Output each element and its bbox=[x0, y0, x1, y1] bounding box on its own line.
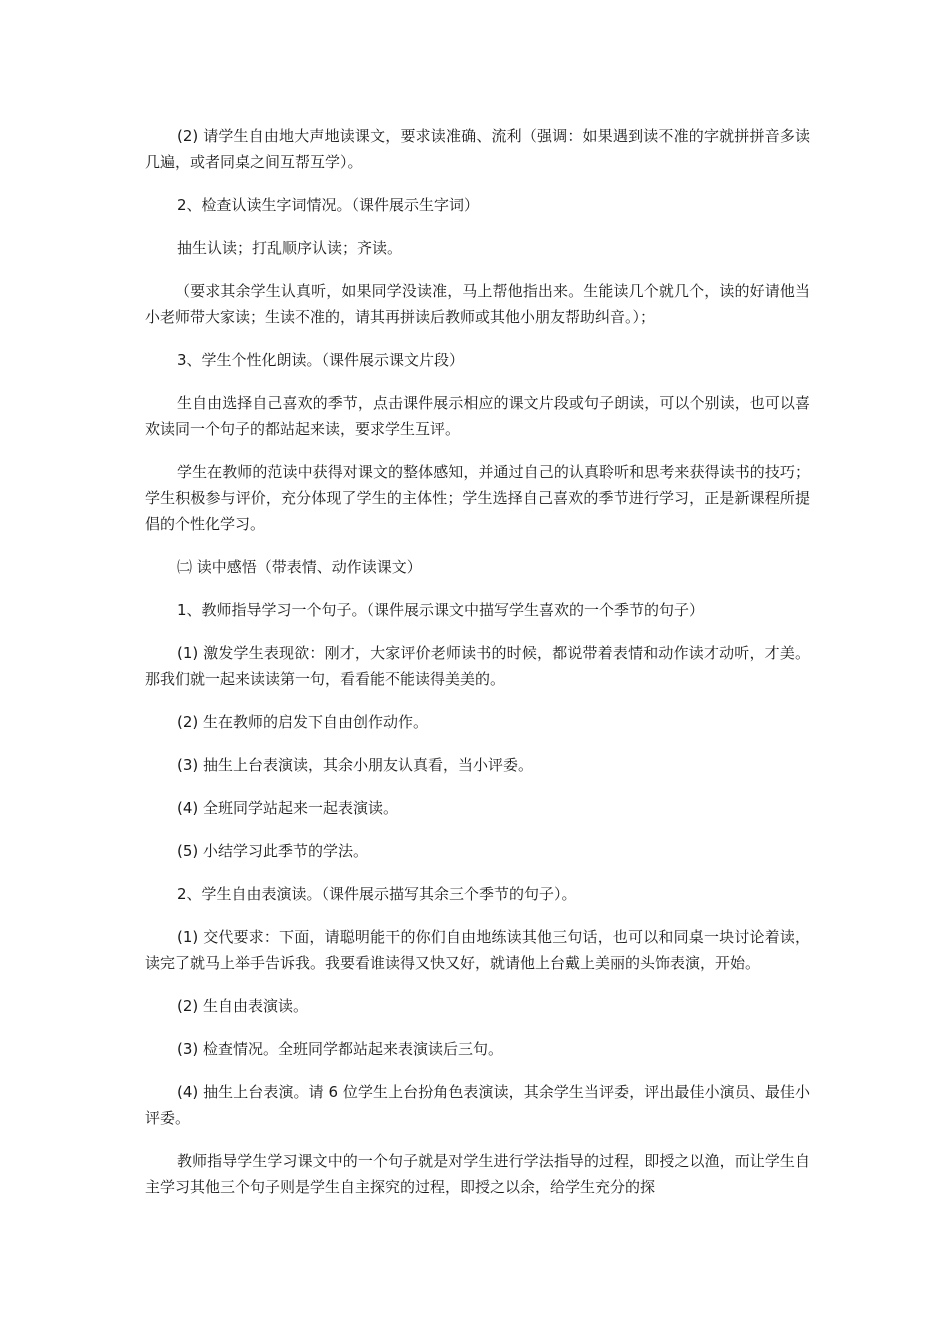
paragraph-step-3: (3) 抽生上台表演读，其余小朋友认真看，当小评委。 bbox=[177, 756, 534, 774]
paragraph-step-1: (1) 激发学生表现欲：刚才，大家评价老师读书的时候，都说带着表情和动作读才动听，才美。那我们就一起来读读第一句，看看能不能读得美美的。 bbox=[145, 644, 810, 688]
paragraph-free-step-2: (2) 生自由表演读。 bbox=[177, 997, 309, 1015]
paragraph-step-5: (5) 小结学习此季节的学法。 bbox=[177, 842, 369, 860]
paragraph-check-vocabulary: 2、检查认读生字词情况。（课件展示生字词） bbox=[177, 196, 480, 214]
paragraph-free-step-1: (1) 交代要求：下面，请聪明能干的你们自由地练读其他三句话，也可以和同桌一块讨论着读，读完了就马上举手告诉我。我要看谁读得又快又好，就请他上台戴上美丽的头饰表演，开始。 bbox=[145, 928, 810, 972]
paragraph-personalized-reading: 3、学生个性化朗读。（课件展示课文片段） bbox=[177, 351, 465, 369]
paragraph-step-2: (2) 生在教师的启发下自由创作动作。 bbox=[177, 713, 429, 731]
paragraph-listening-requirements: （要求其余学生认真听，如果同学没读准，马上帮他指出来。生能读几个就几个，读的好请他当小老师带大家读；生读不准的，请其再拼读后教师或其他小朋友帮助纠音。）； bbox=[145, 282, 810, 326]
document-body bbox=[145, 123, 810, 1200]
paragraph-teacher-guidance: 1、教师指导学习一个句子。（课件展示课文中描写学生喜欢的一个季节的句子） bbox=[177, 601, 705, 619]
section-heading-reading-comprehension: ㈡ 读中感悟（带表情、动作读课文） bbox=[177, 558, 422, 576]
paragraph-read-aloud: (2) 请学生自由地大声地读课文，要求读准确、流利（强调：如果遇到读不准的字就拼拼音多读几遍，或者同桌之间互帮互学）。 bbox=[145, 127, 810, 171]
paragraph-season-selection: 生自由选择自己喜欢的季节，点击课件展示相应的课文片段或句子朗读，可以个别读，也可以喜欢读同一个句子的都站起来读，要求学生互评。 bbox=[145, 394, 810, 438]
paragraph-free-step-4: (4) 抽生上台表演。请 6 位学生上台扮角色表演读，其余学生当评委，评出最佳小演员、最佳小评委。 bbox=[145, 1083, 810, 1127]
paragraph-reading-rationale: 学生在教师的范读中获得对课文的整体感知，并通过自己的认真聆听和思考来获得读书的技巧；学生积极参与评价，充分体现了学生的主体性；学生选择自己喜欢的季节进行学习，正是新课程所提倡的个性化学习。 bbox=[145, 463, 810, 533]
paragraph-free-performance: 2、学生自由表演读。（课件展示描写其余三个季节的句子）。 bbox=[177, 885, 577, 903]
paragraph-method-summary: 教师指导学生学习课文中的一个句子就是对学生进行学法指导的过程，即授之以渔，而让学生自主学习其他三个句子则是学生自主探究的过程，即授之以余，给学生充分的探 bbox=[145, 1152, 810, 1196]
paragraph-step-4: (4) 全班同学站起来一起表演读。 bbox=[177, 799, 399, 817]
paragraph-recognition-methods: 抽生认读；打乱顺序认读；齐读。 bbox=[177, 239, 403, 257]
paragraph-free-step-3: (3) 检查情况。全班同学都站起来表演读后三句。 bbox=[177, 1040, 504, 1058]
